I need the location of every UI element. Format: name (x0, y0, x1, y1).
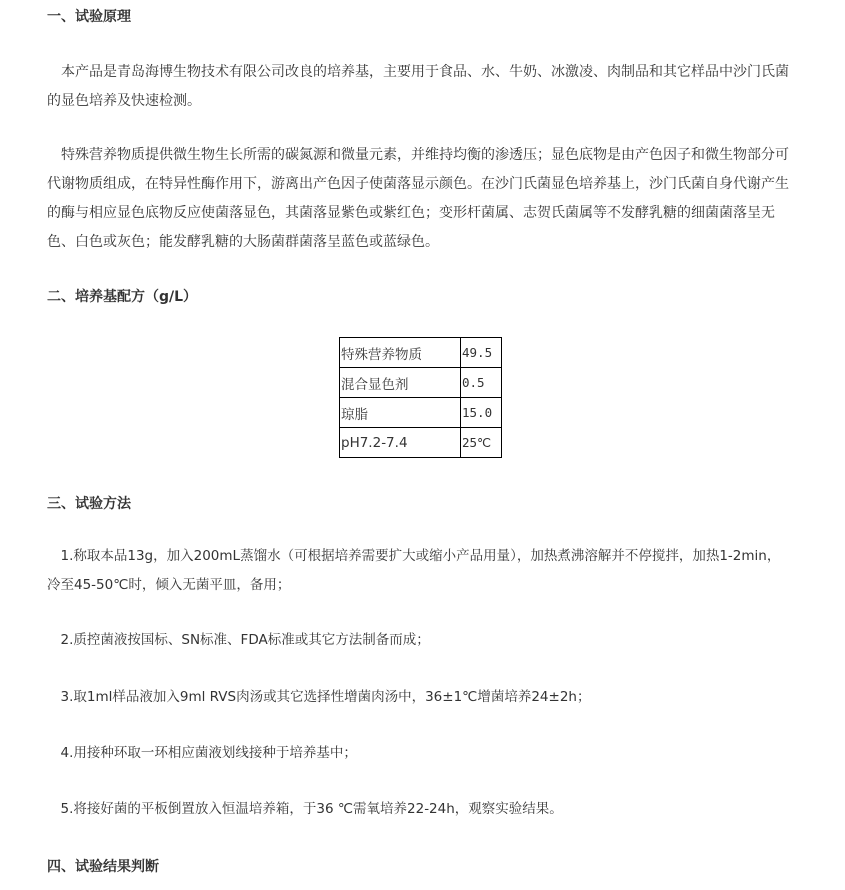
method-step-5: 5.将接好菌的平板倒置放入恒温培养箱，于36 ℃需氧培养22-24h，观察实验结果。 (47, 801, 563, 817)
ingredient-name: pH7.2-7.4 (340, 428, 461, 458)
ingredient-name: 特殊营养物质 (340, 338, 461, 368)
section-title-principle: 一、试验原理 (47, 9, 131, 25)
text-line: 的显色培养及快速检测。 (47, 93, 201, 109)
text-line: 的酶与相应显色底物反应使菌落显色，其菌落显紫色或紫红色；变形杆菌属、志贺氏菌属等不发酵乳糖的细菌菌落呈无 (47, 205, 775, 221)
ingredient-value: 15.0 (461, 398, 502, 428)
ingredient-value: 0.5 (461, 368, 502, 398)
method-step-3: 3.取1ml样品液加入9ml RVS肉汤或其它选择性增菌肉汤中，36±1℃增菌培养24±2h； (47, 689, 591, 705)
recipe-table (339, 337, 502, 458)
text-line: 色、白色或灰色；能发酵乳糖的大肠菌群菌落呈蓝色或蓝绿色。 (47, 234, 439, 250)
table-row (340, 398, 502, 428)
ingredient-value: 25℃ (461, 428, 502, 458)
text-line: 特殊营养物质提供微生物生长所需的碳氮源和微量元素，并维持均衡的渗透压；显色底物是由产色因子和微生物部分可 (47, 147, 789, 163)
table-row (340, 428, 502, 458)
method-step-2: 2.质控菌液按国标、SN标准、FDA标准或其它方法制备而成； (47, 632, 430, 648)
table-row (340, 368, 502, 398)
text-line: 本产品是青岛海博生物技术有限公司改良的培养基，主要用于食品、水、牛奶、冰激凌、肉制品和其它样品中沙门氏菌 (47, 64, 789, 80)
ingredient-value: 49.5 (461, 338, 502, 368)
text-line: 冷至45-50℃时，倾入无菌平皿，备用； (47, 577, 291, 593)
method-step-1 (47, 542, 817, 600)
ingredient-name: 琼脂 (340, 398, 461, 428)
principle-paragraph-2 (47, 141, 807, 257)
principle-paragraph-1 (47, 58, 807, 116)
text-line: 1.称取本品13g，加入200mL蒸馏水（可根据培养需要扩大或缩小产品用量），加热煮沸溶解并不停搅拌，加热1-2min， (47, 548, 781, 564)
method-step-4: 4.用接种环取一环相应菌液划线接种于培养基中； (47, 745, 357, 761)
section-title-method: 三、试验方法 (47, 496, 131, 512)
text-line: 代谢物质组成，在特异性酶作用下，游离出产色因子使菌落显示颜色。在沙门氏菌显色培养基上，沙门氏菌自身代谢产生 (47, 176, 789, 192)
ingredient-name: 混合显色剂 (340, 368, 461, 398)
table-row (340, 338, 502, 368)
section-title-recipe: 二、培养基配方（g/L） (47, 289, 198, 305)
section-title-results: 四、试验结果判断 (47, 859, 159, 875)
